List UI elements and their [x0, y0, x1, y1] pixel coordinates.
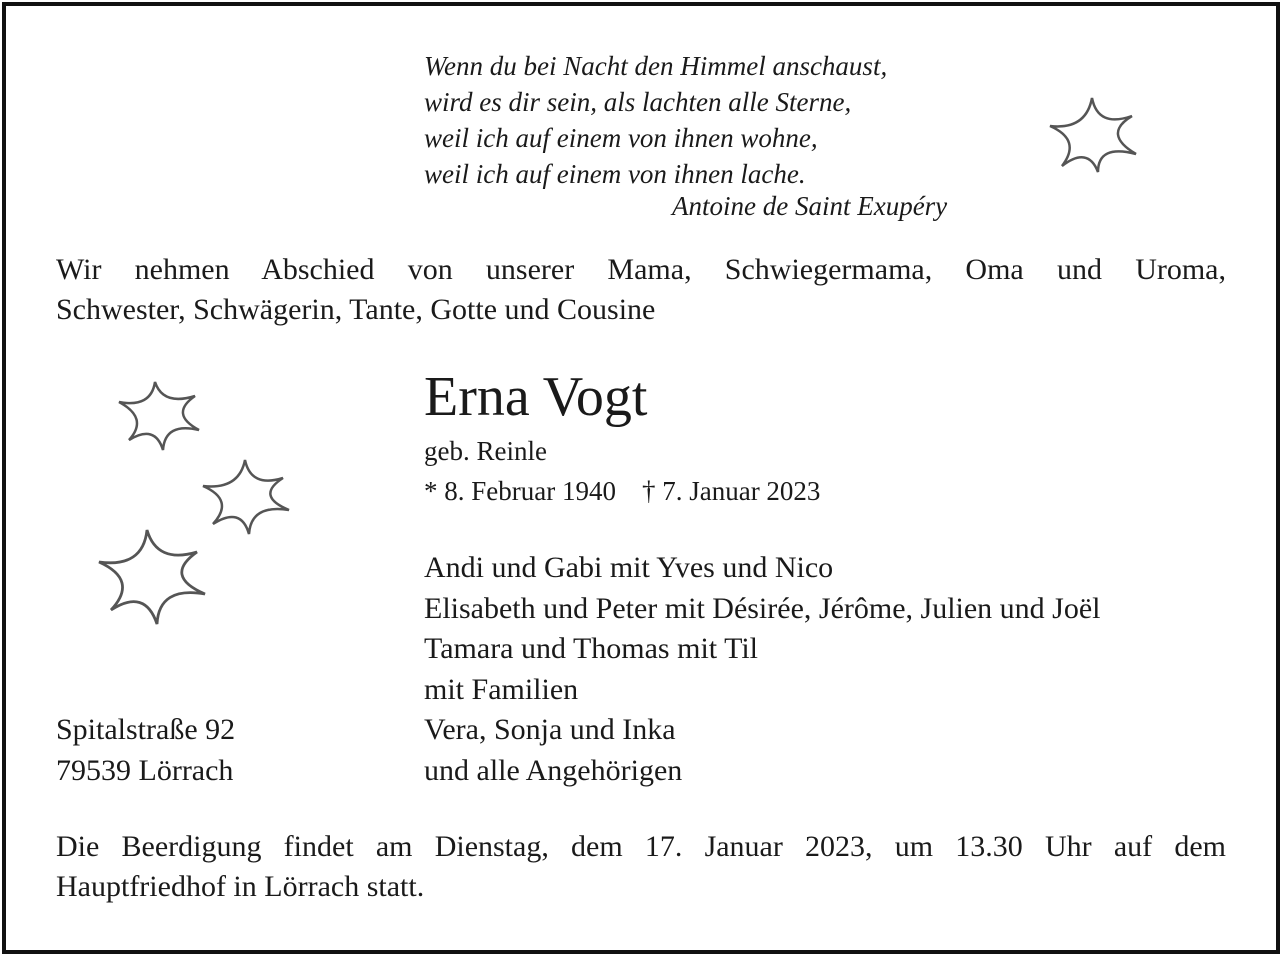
address-street: Spitalstraße 92	[56, 713, 236, 746]
poem-line: weil ich auf einem von ihnen lache.	[424, 159, 806, 189]
funeral-line: Hauptfriedhof in Lörrach statt.	[56, 870, 425, 903]
birth-date: * 8. Februar 1940	[424, 476, 616, 506]
mourner-line: Vera, Sonja und Inka	[424, 713, 676, 746]
address	[56, 710, 235, 791]
life-dates	[424, 476, 820, 507]
poem	[424, 48, 887, 192]
poem-line: weil ich auf einem von ihnen wohne,	[424, 123, 818, 153]
poem-line: Wenn du bei Nacht den Himmel anschaust,	[424, 51, 888, 81]
birth-name: geb. Reinle	[424, 436, 547, 466]
star-icon	[198, 458, 292, 538]
star-icon	[114, 378, 204, 454]
mourners-list	[424, 548, 1101, 791]
deceased-name: Erna Vogt	[424, 366, 648, 428]
mourner-line: Tamara und Thomas mit Til	[424, 632, 759, 665]
death-date: † 7. Januar 2023	[641, 476, 821, 506]
intro-line: Schwester, Schwägerin, Tante, Gotte und Cousine	[56, 293, 656, 326]
funeral-line: Die Beerdigung findet am Dienstag, dem 17. Januar 2023, um 13.30 Uhr auf dem	[56, 830, 1226, 863]
funeral-notice	[56, 827, 1226, 907]
intro-text	[56, 250, 1226, 330]
address-city: 79539 Lörrach	[56, 753, 234, 787]
mourner-line: Andi und Gabi mit Yves und Nico	[424, 551, 834, 584]
mourner-line: und alle Angehörigen	[424, 753, 683, 787]
mourner-line: mit Familien	[424, 672, 579, 706]
poem-line: wird es dir sein, als lachten alle Sterne,	[424, 87, 852, 117]
mourner-line: Elisabeth und Peter mit Désirée, Jérôme, Julien und Joël	[424, 591, 1101, 625]
poem-author: Antoine de Saint Exupéry	[672, 191, 948, 221]
intro-line: Wir nehmen Abschied von unserer Mama, Schwiegermama, Oma und Uroma,	[56, 253, 1226, 286]
star-icon	[94, 528, 208, 628]
star-icon	[1044, 96, 1140, 180]
